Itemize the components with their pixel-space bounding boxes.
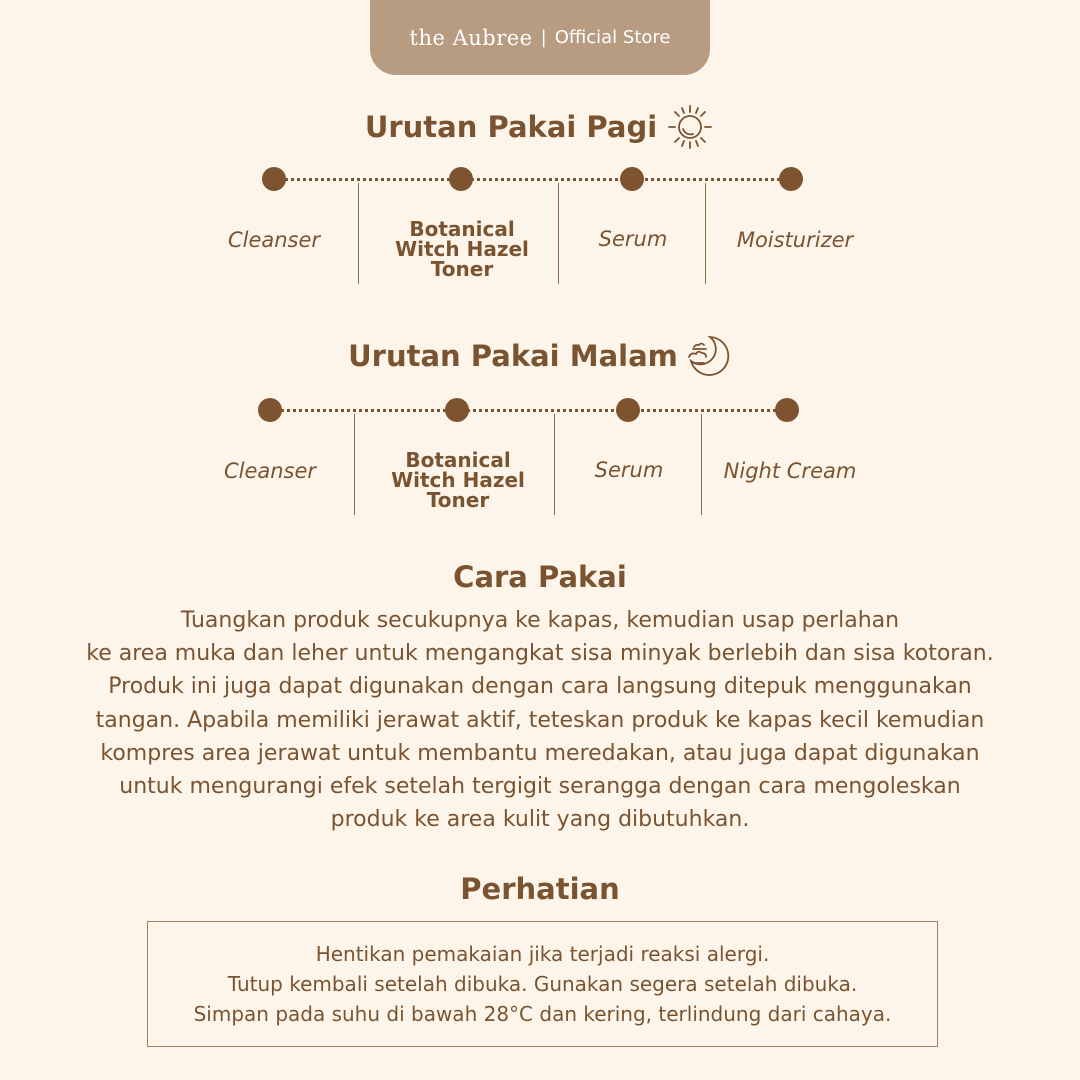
morning-routine-title: [0, 102, 1080, 152]
paragraph-line: tangan. Apabila memiliki jerawat aktif, teteskan produk ke kapas kecil kemudian: [95, 707, 985, 733]
header-separator: |: [540, 27, 547, 48]
store-label: Official Store: [554, 27, 671, 48]
timeline-dotted-line: [270, 409, 787, 412]
step-serum: Serum: [594, 458, 664, 482]
timeline-divider: [558, 183, 559, 284]
step-toner: Botanical Witch Hazel Toner: [395, 217, 529, 281]
timeline-divider: [701, 414, 702, 515]
cara-pakai-title: [0, 560, 1080, 594]
timeline-dot: [258, 398, 282, 422]
cara-pakai-title-text: Cara Pakai: [453, 560, 627, 594]
timeline-divider: [705, 183, 706, 284]
paragraph-line: produk ke area kulit yang dibutuhkan.: [330, 807, 750, 833]
timeline-dot: [620, 167, 644, 191]
store-header-tab: [370, 0, 710, 75]
paragraph-line: Tuangkan produk secukupnya ke kapas, kemudian usap perlahan: [180, 608, 900, 633]
morning-timeline: [0, 160, 1080, 310]
step-cleanser: Cleanser: [223, 459, 317, 483]
warning-line: Hentikan pemakaian jika terjadi reaksi alergi.: [315, 942, 770, 966]
timeline-dot: [616, 398, 640, 422]
cara-pakai-paragraph: [40, 604, 1040, 836]
warning-line: Tutup kembali setelah dibuka. Gunakan segera setelah dibuka.: [227, 972, 858, 996]
morning-title-text: Urutan Pakai Pagi: [364, 110, 658, 144]
timeline-dot: [445, 398, 469, 422]
timeline-dot: [449, 167, 473, 191]
brand-logo-text: the Aubree: [409, 25, 533, 50]
timeline-dot: [262, 167, 286, 191]
step-toner: Botanical Witch Hazel Toner: [391, 448, 525, 512]
step-moisturizer: Moisturizer: [736, 228, 854, 252]
night-routine-title: [0, 333, 1080, 379]
timeline-dot: [775, 398, 799, 422]
step-cleanser: Cleanser: [227, 228, 321, 252]
perhatian-title-text: Perhatian: [460, 872, 620, 906]
timeline-divider: [554, 414, 555, 515]
step-night-cream: Night Cream: [723, 459, 857, 483]
timeline-divider: [358, 183, 359, 284]
warning-box: [147, 921, 938, 1047]
moon-icon: [686, 333, 732, 379]
sun-icon: [665, 102, 715, 152]
step-serum: Serum: [598, 227, 668, 251]
paragraph-line: untuk mengurangi efek setelah tergigit serangga dengan cara mengoleskan: [119, 774, 961, 800]
night-timeline: [0, 391, 1080, 541]
perhatian-title: [0, 872, 1080, 906]
paragraph-line: ke area muka dan leher untuk mengangkat sisa minyak berlebih dan sisa kotoran.: [86, 641, 994, 667]
timeline-dotted-line: [274, 178, 791, 181]
paragraph-line: kompres area jerawat untuk membantu meredakan, atau juga dapat digunakan: [100, 740, 980, 766]
warning-line: Simpan pada suhu di bawah 28°C dan kering, terlindung dari cahaya.: [193, 1002, 892, 1026]
timeline-divider: [354, 414, 355, 515]
night-title-text: Urutan Pakai Malam: [348, 339, 678, 373]
paragraph-line: Produk ini juga dapat digunakan dengan cara langsung ditepuk menggunakan: [108, 674, 972, 700]
timeline-dot: [779, 167, 803, 191]
